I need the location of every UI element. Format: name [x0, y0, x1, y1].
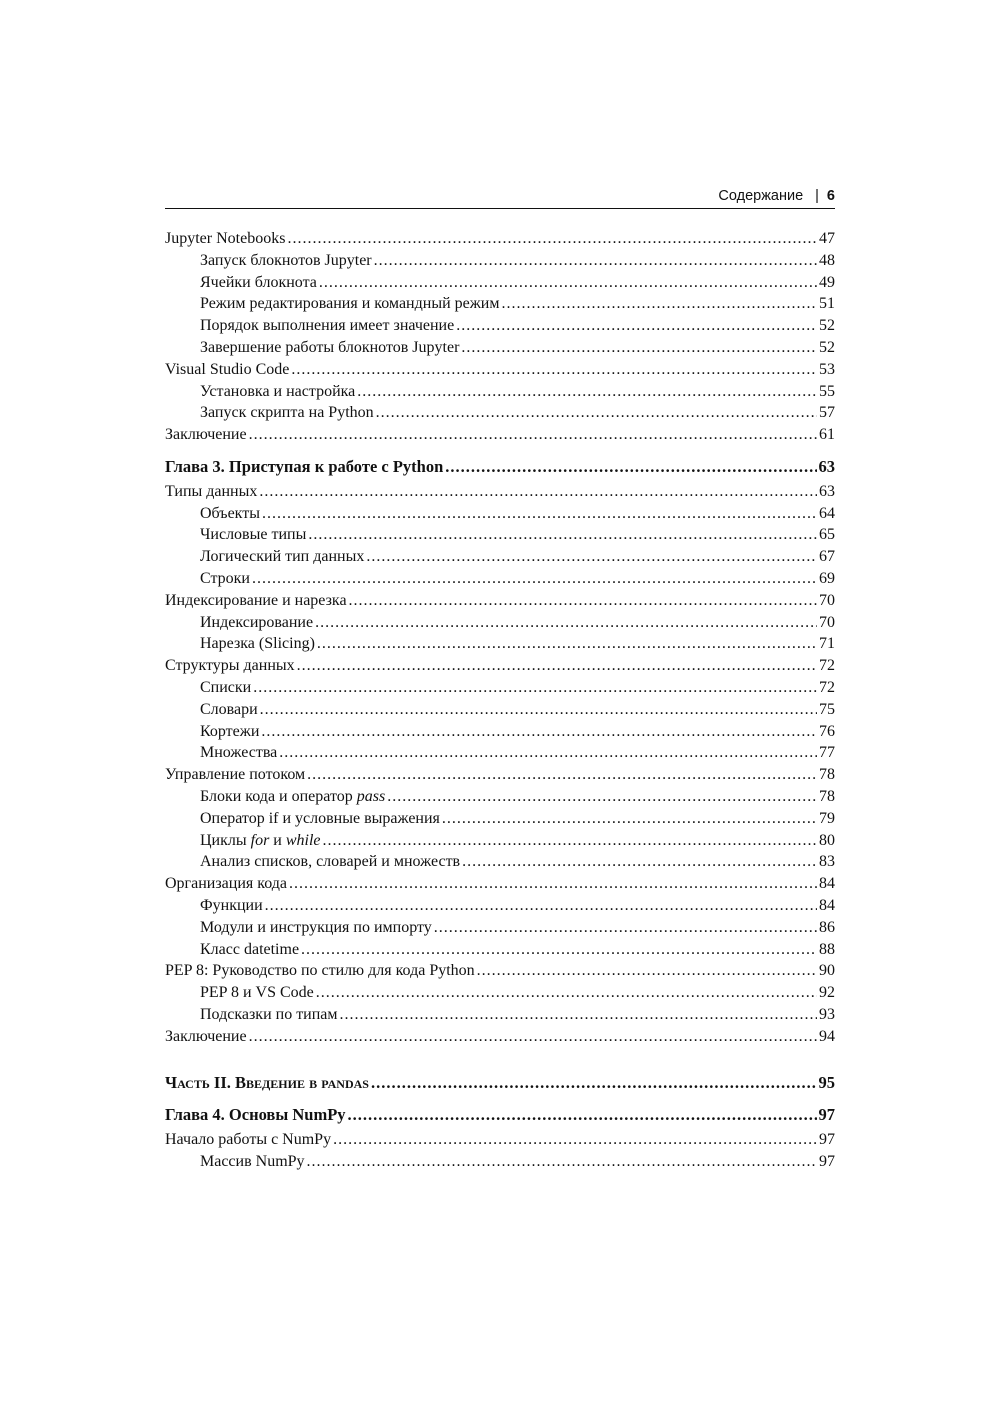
- toc-chapter-page: 63: [818, 456, 835, 476]
- toc-entry-title: Visual Studio Code: [165, 360, 290, 378]
- toc-leader: [501, 293, 817, 315]
- toc-entry-page: 49: [819, 273, 835, 291]
- toc-entry-title: Блоки кода и оператор pass: [200, 787, 386, 805]
- toc-entry[interactable]: [165, 359, 835, 381]
- toc-entry-page: 90: [819, 962, 835, 980]
- toc-entry-title: Множества: [200, 744, 278, 762]
- toc-entry-title: Начало работы с NumPy: [165, 1131, 332, 1149]
- toc-entry-title: Структуры данных: [165, 657, 295, 675]
- toc-entry-page: 72: [819, 678, 835, 696]
- toc-entry-page: 70: [819, 591, 835, 609]
- toc-entry-title: Циклы for и while: [200, 831, 321, 849]
- toc-entry[interactable]: [165, 960, 835, 982]
- toc-entry-page: 80: [819, 831, 835, 849]
- toc-entry[interactable]: [165, 1129, 835, 1151]
- toc-part-page: 95: [818, 1073, 835, 1093]
- toc-leader: [291, 359, 817, 381]
- toc-leader: [308, 524, 817, 546]
- toc-entry-title: Завершение работы блокнотов Jupyter: [200, 338, 460, 356]
- toc-entry[interactable]: [165, 228, 835, 250]
- toc-leader: [249, 424, 817, 446]
- toc-entry-title: PEP 8 и VS Code: [200, 984, 314, 1002]
- toc-leader: [323, 830, 817, 852]
- toc-entry[interactable]: [165, 293, 835, 315]
- toc-entry-page: 77: [819, 744, 835, 762]
- toc-entry[interactable]: [165, 873, 835, 895]
- toc-leader: [307, 1151, 817, 1173]
- toc-entry-title: Ячейки блокнота: [200, 273, 317, 291]
- toc-chapter-page: 97: [818, 1105, 835, 1125]
- toc-leader: [456, 315, 817, 337]
- toc-part-title: Часть II. Введение в pandas: [165, 1073, 369, 1093]
- spacer: [165, 446, 835, 456]
- toc-entry-page: 61: [819, 426, 835, 444]
- toc-entry[interactable]: [165, 830, 835, 852]
- toc-entry-title: Jupyter Notebooks: [165, 230, 286, 247]
- toc-entry-title: Запуск блокнотов Jupyter: [200, 251, 372, 269]
- toc-leader: [445, 456, 816, 478]
- toc-entry-title: Массив NumPy: [200, 1152, 305, 1170]
- toc-entry[interactable]: [165, 851, 835, 873]
- toc-entry[interactable]: [165, 402, 835, 424]
- toc-entry-title: Типы данных: [165, 482, 258, 500]
- toc-entry-title: Объекты: [200, 504, 260, 522]
- toc-chapter-title: Глава 3. Приступая к работе с Python: [165, 456, 444, 476]
- toc-entry-page: 88: [819, 940, 835, 958]
- toc-leader: [261, 721, 817, 743]
- toc-entry-title: Числовые типы: [200, 526, 307, 544]
- running-head-page-number: 6: [826, 188, 835, 204]
- toc-leader: [301, 939, 817, 961]
- toc-leader: [357, 381, 817, 403]
- toc-entry[interactable]: [165, 250, 835, 272]
- toc-leader: [366, 546, 817, 568]
- toc-entry[interactable]: [165, 546, 835, 568]
- toc-leader: [315, 612, 817, 634]
- toc-entry-title: Строки: [200, 569, 250, 587]
- toc-entry[interactable]: [165, 895, 835, 917]
- toc-entry-page: 75: [819, 700, 835, 718]
- running-head: [718, 188, 835, 204]
- toc-entry[interactable]: [165, 481, 835, 503]
- toc-entry-page: 93: [819, 1005, 835, 1023]
- toc-entry-page: 65: [819, 526, 835, 544]
- toc-entry-title: Класс datetime: [200, 940, 300, 958]
- toc-leader: [348, 1104, 817, 1126]
- toc-leader: [374, 250, 817, 272]
- table-of-contents: [165, 228, 835, 1173]
- toc-entry-page: 51: [819, 295, 835, 313]
- toc-entry-page: 78: [819, 787, 835, 805]
- toc-entry-page: 55: [819, 382, 835, 400]
- toc-entry-title: Анализ списков, словарей и множеств: [200, 853, 461, 871]
- toc-entry-page: 78: [819, 766, 835, 784]
- toc-entry-title: Заключение: [165, 1027, 247, 1045]
- toc-leader: [442, 808, 817, 830]
- toc-entry-title: Оператор if и условные выражения: [200, 809, 440, 827]
- toc-entry-title: Нарезка (Slicing): [200, 635, 315, 653]
- toc-leader: [434, 917, 817, 939]
- toc-entry[interactable]: [165, 524, 835, 546]
- spacer: [165, 1047, 835, 1072]
- header-separator: |: [815, 188, 819, 204]
- toc-leader: [477, 960, 817, 982]
- toc-leader: [317, 633, 817, 655]
- toc-entry[interactable]: [165, 677, 835, 699]
- toc-entry[interactable]: [165, 633, 835, 655]
- toc-entry[interactable]: [165, 272, 835, 294]
- toc-entry[interactable]: [165, 808, 835, 830]
- toc-leader: [259, 481, 817, 503]
- toc-entry[interactable]: [165, 568, 835, 590]
- toc-entry-title: PEP 8: Руководство по стилю для кода Python: [165, 962, 475, 980]
- toc-leader: [262, 503, 817, 525]
- toc-leader: [253, 677, 817, 699]
- toc-entry-page: 70: [819, 613, 835, 631]
- toc-entry-title: Индексирование: [200, 613, 314, 631]
- toc-entry[interactable]: [165, 1151, 835, 1173]
- toc-leader: [260, 699, 817, 721]
- toc-part-entry[interactable]: [165, 1072, 835, 1094]
- toc-chapter-title: Глава 4. Основы NumPy: [165, 1105, 346, 1125]
- toc-entry-title: Функции: [200, 896, 263, 914]
- toc-entry-page: 76: [819, 722, 835, 740]
- toc-entry-page: 72: [819, 657, 835, 675]
- toc-entry-page: 64: [819, 504, 835, 522]
- toc-leader: [249, 1026, 817, 1048]
- toc-entry-page: 52: [819, 317, 835, 335]
- toc-leader: [349, 590, 817, 612]
- toc-entry-title: Организация кода: [165, 875, 287, 893]
- toc-leader: [333, 1129, 817, 1151]
- toc-entry-page: 53: [819, 360, 835, 378]
- spacer: [165, 1094, 835, 1104]
- toc-leader: [279, 742, 817, 764]
- toc-entry-page: 92: [819, 984, 835, 1002]
- toc-entry[interactable]: [165, 590, 835, 612]
- toc-leader: [265, 895, 817, 917]
- toc-entry-title: Логический тип данных: [200, 548, 365, 566]
- toc-leader: [316, 982, 817, 1004]
- toc-entry[interactable]: [165, 982, 835, 1004]
- toc-entry-page: 63: [819, 482, 835, 500]
- toc-entry-page: 48: [819, 251, 835, 269]
- toc-entry-title: Кортежи: [200, 722, 260, 740]
- toc-entry-page: 97: [819, 1152, 835, 1170]
- toc-entry-title: Управление потоком: [165, 766, 306, 784]
- toc-entry-title: Модули и инструкция по импорту: [200, 918, 432, 936]
- toc-entry-title: Запуск скрипта на Python: [200, 404, 374, 422]
- toc-entry[interactable]: [165, 503, 835, 525]
- toc-entry-page: 94: [819, 1027, 835, 1045]
- toc-entry-page: 52: [819, 338, 835, 356]
- toc-entry[interactable]: [165, 315, 835, 337]
- toc-entry[interactable]: [165, 424, 835, 446]
- toc-leader: [340, 1004, 817, 1026]
- toc-leader: [461, 337, 817, 359]
- toc-leader: [319, 272, 817, 294]
- toc-leader: [371, 1072, 817, 1094]
- toc-leader: [387, 786, 817, 808]
- toc-entry-title: Режим редактирования и командный режим: [200, 295, 500, 313]
- toc-entry-title: Порядок выполнения имеет значение: [200, 317, 455, 335]
- toc-entry[interactable]: [165, 1026, 835, 1048]
- toc-entry-title: Заключение: [165, 426, 247, 444]
- page-header: [165, 186, 835, 209]
- toc-entry-page: 83: [819, 853, 835, 871]
- toc-entry[interactable]: [165, 337, 835, 359]
- toc-entry-title: Словари: [200, 700, 258, 718]
- toc-entry-title: Подсказки по типам: [200, 1005, 338, 1023]
- toc-chapter-entry[interactable]: [165, 456, 835, 478]
- toc-entry-page: 97: [819, 1131, 835, 1149]
- toc-entry[interactable]: [165, 917, 835, 939]
- toc-entry-page: 57: [819, 404, 835, 422]
- toc-entry-page: 71: [819, 635, 835, 653]
- toc-leader: [297, 655, 817, 677]
- toc-entry[interactable]: [165, 721, 835, 743]
- toc-entry[interactable]: [165, 612, 835, 634]
- toc-entry-page: 84: [819, 896, 835, 914]
- toc-leader: [287, 228, 817, 250]
- toc-entry-page: 69: [819, 569, 835, 587]
- running-head-section: Содержание: [718, 188, 804, 204]
- toc-entry-page: 86: [819, 918, 835, 936]
- toc-leader: [307, 764, 817, 786]
- toc-leader: [289, 873, 817, 895]
- toc-chapter-entry[interactable]: [165, 1104, 835, 1126]
- toc-entry-title: Индексирование и нарезка: [165, 591, 347, 609]
- toc-entry-page: 47: [819, 230, 835, 247]
- toc-entry-page: 84: [819, 875, 835, 893]
- toc-entry[interactable]: [165, 699, 835, 721]
- toc-entry[interactable]: [165, 786, 835, 808]
- toc-entry[interactable]: [165, 764, 835, 786]
- toc-entry-title: Установка и настройка: [200, 382, 356, 400]
- toc-leader: [252, 568, 817, 590]
- toc-leader: [462, 851, 817, 873]
- toc-entry[interactable]: [165, 655, 835, 677]
- toc-entry[interactable]: [165, 939, 835, 961]
- toc-entry-page: 79: [819, 809, 835, 827]
- toc-entry[interactable]: [165, 742, 835, 764]
- toc-leader: [376, 402, 817, 424]
- toc-entry[interactable]: [165, 381, 835, 403]
- toc-entry[interactable]: [165, 1004, 835, 1026]
- toc-entry-page: 67: [819, 548, 835, 566]
- toc-entry-title: Списки: [200, 678, 252, 696]
